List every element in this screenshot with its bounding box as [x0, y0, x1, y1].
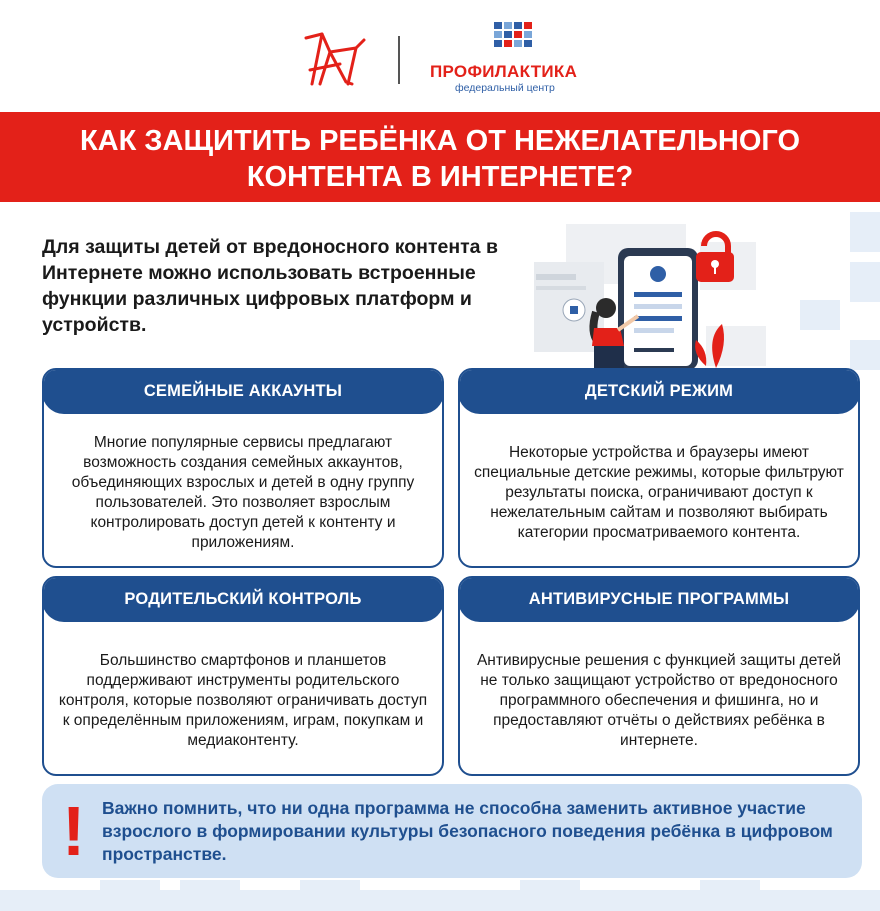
card-text: Большинство смартфонов и планшетов поддерживают инструменты родительского контроля, которые позволяют ограничивать доступ к определённым приложениям, играм, покупкам и медиаконтенту.: [58, 652, 428, 749]
phone-security-illustration: [530, 216, 770, 372]
brand-subtitle: федеральный центр: [455, 82, 555, 94]
exclamation-icon: !: [62, 792, 86, 870]
card-title: ДЕТСКИЙ РЕЖИМ: [458, 368, 860, 414]
brand-name: ПРОФИЛАКТИКА: [430, 62, 578, 81]
logo-divider: [398, 36, 400, 84]
like-icon: [563, 299, 585, 321]
card-kids-mode: [458, 368, 860, 568]
intro-text: Для защиты детей от вредоносного контента в Интернете можно использовать встроенные функции различных цифровых платформ и устройств.: [42, 236, 498, 336]
phone-icon: [618, 248, 698, 370]
card-title: СЕМЕЙНЫЕ АККАУНТЫ: [42, 368, 444, 414]
card-parental-control: [42, 576, 444, 776]
card-text: Некоторые устройства и браузеры имеют специальные детские режимы, которые фильтруют результаты поиска, ограничивают доступ к нежелательным сайтам и позволяют выбирать категории просматриваемого контента.: [474, 444, 844, 541]
card-text: Многие популярные сервисы предлагают возможность создания семейных аккаунтов, объединяющих взрослых и детей в одну группу пользователей. Это позволяет взрослым контролировать доступ детей к контенту и приложениям.: [71, 434, 415, 551]
card-title: АНТИВИРУСНЫЕ ПРОГРАММЫ: [458, 576, 860, 622]
grid-logo-icon: [494, 22, 534, 52]
card-text: Антивирусные решения с функцией защиты детей не только защищают устройство от вредоносного программного обеспечения и фишинга, но и предоставляют отчёты о действиях ребёнка в интернете.: [476, 652, 842, 749]
card-family-accounts: [42, 368, 444, 568]
card-antivirus: [458, 576, 860, 776]
card-title: РОДИТЕЛЬСКИЙ КОНТРОЛЬ: [42, 576, 444, 622]
brand-logo: [430, 22, 600, 94]
note-text: Важно помнить, что ни одна программа не способна заменить активное участие взрослого в формировании культуры безопасного поведения ребёнка в цифровом пространстве.: [102, 798, 833, 864]
page-title: КАК ЗАЩИТИТЬ РЕБЁНКА ОТ НЕЖЕЛАТЕЛЬНОГО КОНТЕНТА В ИНТЕРНЕТЕ?: [79, 125, 801, 193]
lock-icon: [696, 234, 734, 282]
horse-logo-icon: [300, 30, 370, 88]
